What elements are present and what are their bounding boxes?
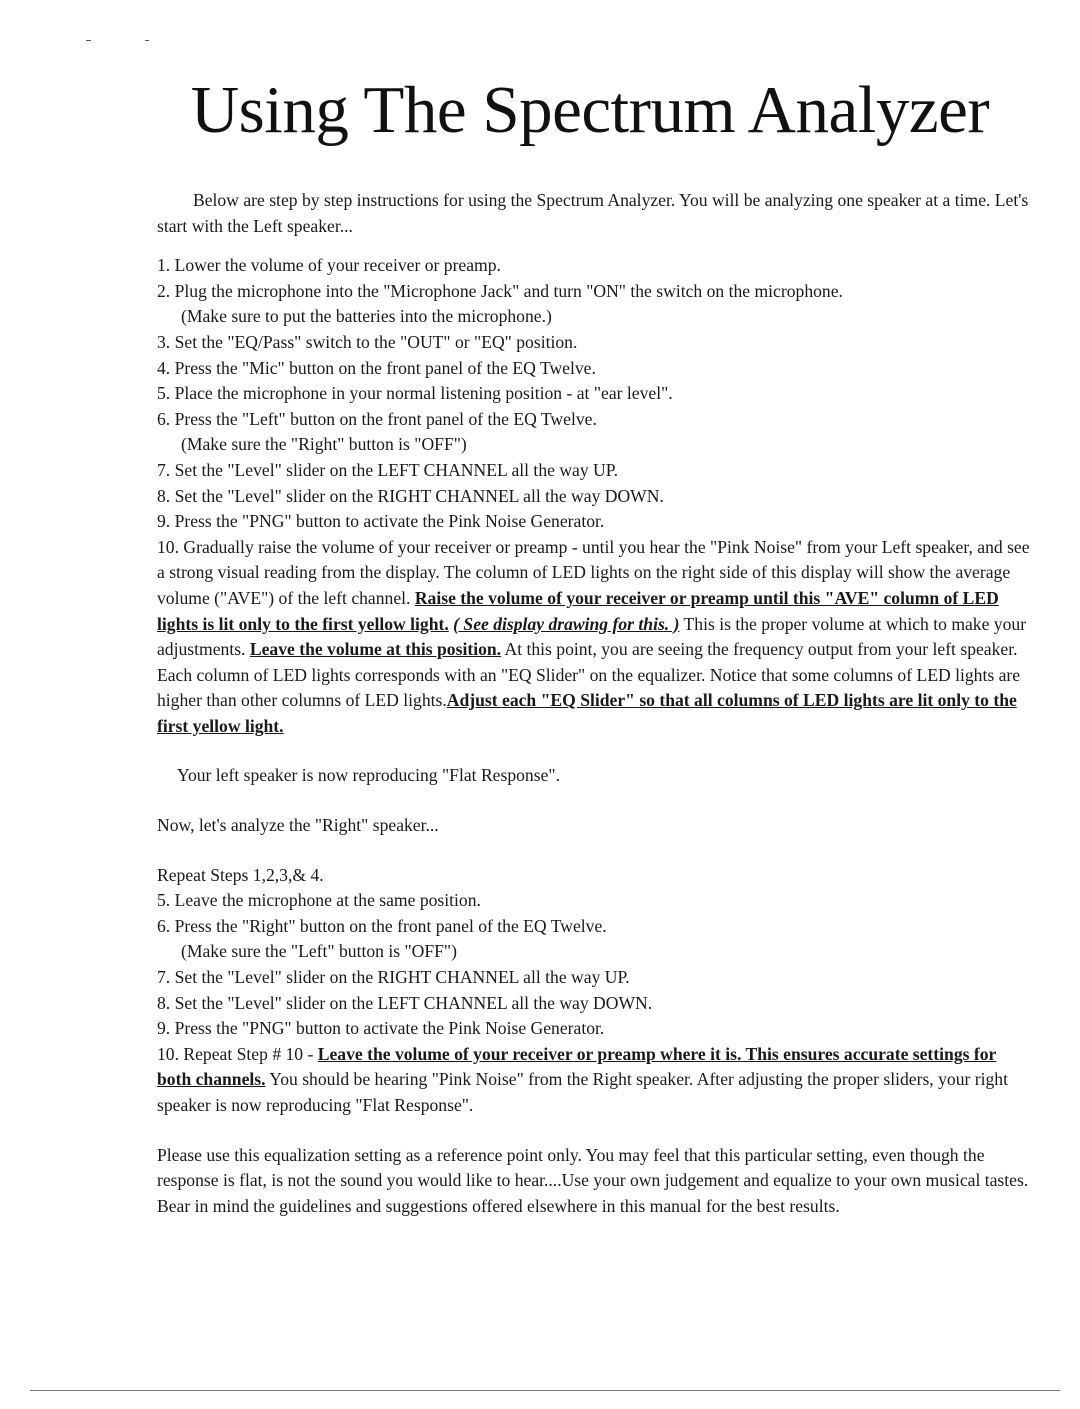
right-step-10 [157,1042,1032,1119]
left-step-3: 3. Set the "EQ/Pass" switch to the "OUT" or "EQ" position. [157,331,578,352]
left-step-10-text-3: At this point, you are seeing the frequency output from your left speaker. Each column of LED lights corresponds with an "EQ Slider" on the equalizer. Notice that some columns of LED lights are higher than other columns of LED lights. [157,639,1021,711]
left-step-9: 9. Press the "PNG" button to activate the Pink Noise Generator. [157,511,605,532]
page-footer-rule [30,1390,1060,1391]
right-step-9: 9. Press the "PNG" button to activate the Pink Noise Generator. [157,1018,605,1039]
left-step-10-emphasis: Raise the volume of your receiver or preamp until this "AVE" column of LED lights is lit only to the first yellow light. [157,587,999,634]
right-intro: Now, let's analyze the "Right" speaker... [157,815,439,836]
left-step-10-text-2: This is the proper volume at which to make your adjustments. [157,613,1027,660]
right-step-10-text: 10. Repeat Step # 10 - [157,1043,318,1064]
intro-paragraph: Below are step by step instructions for using the Spectrum Analyzer. You will be analyzing one speaker at a time. Let's start with the Left speaker... [157,190,1029,236]
right-step-10-emphasis: Leave the volume of your receiver or preamp where it is. This ensures accurate settings for both channels. [157,1043,997,1090]
left-step-8: 8. Set the "Level" slider on the RIGHT CHANNEL all the way DOWN. [157,485,664,506]
right-repeat-steps: Repeat Steps 1,2,3,& 4. [157,864,324,885]
left-step-10-text: 10. Gradually raise the volume of your receiver or preamp - until you hear the "Pink Noise" from your Left speaker, and see a strong visual reading from the display. The column of LED lights on the right side of this display will show the average volume ("AVE") of the left channel. [157,536,1030,608]
left-step-10-emphasis-3: Adjust each "EQ Slider" so that all columns of LED lights are lit only to the first yellow light. [157,690,1017,736]
left-step-1: 1. Lower the volume of your receiver or preamp. [157,255,501,276]
document-body [157,188,1032,1219]
left-step-10 [157,535,1032,740]
right-step-6-note: (Make sure the "Left" button is "OFF") [181,941,457,962]
left-step-5: 5. Place the microphone in your normal listening position - at "ear level". [157,383,673,404]
left-step-7: 7. Set the "Level" slider on the LEFT CHANNEL all the way UP. [157,459,618,480]
left-result: Your left speaker is now reproducing "Flat Response". [177,765,560,786]
page-title: Using The Spectrum Analyzer [190,73,990,147]
right-step-7: 7. Set the "Level" slider on the RIGHT CHANNEL all the way UP. [157,967,630,988]
left-step-4: 4. Press the "Mic" button on the front panel of the EQ Twelve. [157,357,596,378]
see-display-note: ( See display drawing for this. ) [453,613,680,634]
right-step-6: 6. Press the "Right" button on the front panel of the EQ Twelve. [157,915,607,936]
closing-paragraph: Please use this equalization setting as a reference point only. You may feel that this particular setting, even though the response is flat, is not the sound you would like to hear....Use your own judgement and equalize to your own musical tastes. Bear in mind the guidelines and suggestions offered elsewhere in this manual for the best results. [157,1144,1029,1216]
right-step-8: 8. Set the "Level" slider on the LEFT CHANNEL all the way DOWN. [157,992,653,1013]
left-step-10-emphasis-2: Leave the volume at this position. [249,639,502,660]
right-step-5: 5. Leave the microphone at the same position. [157,890,481,911]
left-step-2-note: (Make sure to put the batteries into the microphone.) [181,306,552,327]
left-step-2: 2. Plug the microphone into the "Microphone Jack" and turn "ON" the switch on the microphone. [157,280,843,301]
left-step-6: 6. Press the "Left" button on the front panel of the EQ Twelve. [157,408,597,429]
scan-mark [86,40,91,41]
left-step-6-note: (Make sure the "Right" button is "OFF") [181,434,467,455]
right-step-10-text-2: You should be hearing "Pink Noise" from the Right speaker. After adjusting the proper sliders, your right speaker is now reproducing "Flat Response". [157,1069,1008,1115]
scan-mark [145,40,149,41]
